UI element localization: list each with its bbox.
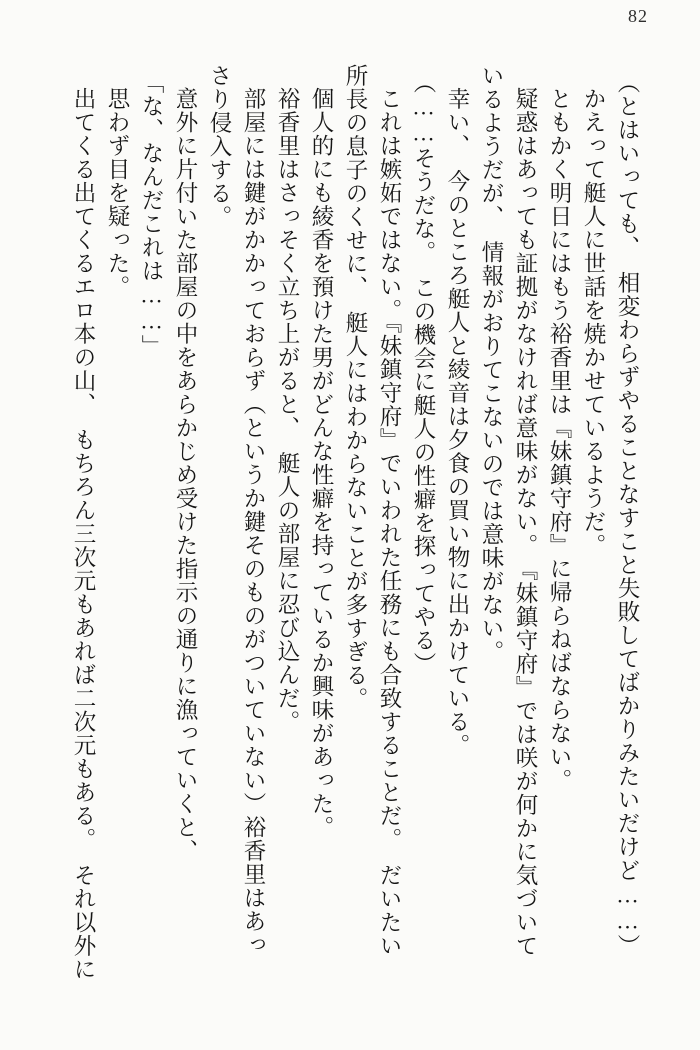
text-line: 思わず目を疑った。 xyxy=(105,86,130,298)
page-number: 82 xyxy=(628,6,648,26)
text-line: 疑惑はあっても証拠がなければ意味がない。 『妹鎮守府』では咲が何かに気づいて xyxy=(513,86,538,957)
text-line: 出てくる出てくるエロ本の山、 もちろん三次元もあれば二次元もある。 それ以外に xyxy=(71,86,96,981)
text-line: 個人的にも綾香を預けた男がどんな性癖を持っているか興味があった。 xyxy=(309,86,334,839)
text-line: 裕香里はさっそく立ち上がると、 艇人の部屋に忍び込んだ。 xyxy=(275,86,300,734)
text-line: （とはいっても、 相変わらずやることなすこと失敗してばかりみたいだけど……） xyxy=(615,70,640,958)
text-line: さり侵入する。 xyxy=(207,64,232,229)
text-line: 所長の息子のくせに、 艇人にはわからないことが多すぎる。 xyxy=(343,64,368,711)
text-line: かえって艇人に世話を焼かせているようだ。 xyxy=(581,86,606,557)
page-text xyxy=(64,64,644,1022)
text-line: ともかく明日にはもう裕香里は『妹鎮守府』に帰らねばならない。 xyxy=(547,86,572,792)
text-line: 部屋には鍵がかかっておらず（というか鍵そのものがついていない）裕香里はあっ xyxy=(241,86,266,956)
text-line: 「な、なんだこれは……」 xyxy=(139,70,164,358)
text-line: いるようだが、 情報がおりてこないのでは意味がない。 xyxy=(479,64,504,664)
text-line: 幸い、 今のところ艇人と綾音は夕食の買い物に出かけている。 xyxy=(445,86,470,757)
text-line: これは嫉妬ではない。『妹鎮守府』でいわれた任務にも合致することだ。 だいたい xyxy=(377,86,402,957)
text-line: （……そうだな。 この機会に艇人の性癖を探ってやる） xyxy=(411,70,436,676)
text-line: 意外に片付いた部屋の中をあらかじめ受けた指示の通りに漁っていくと、 xyxy=(173,86,198,862)
